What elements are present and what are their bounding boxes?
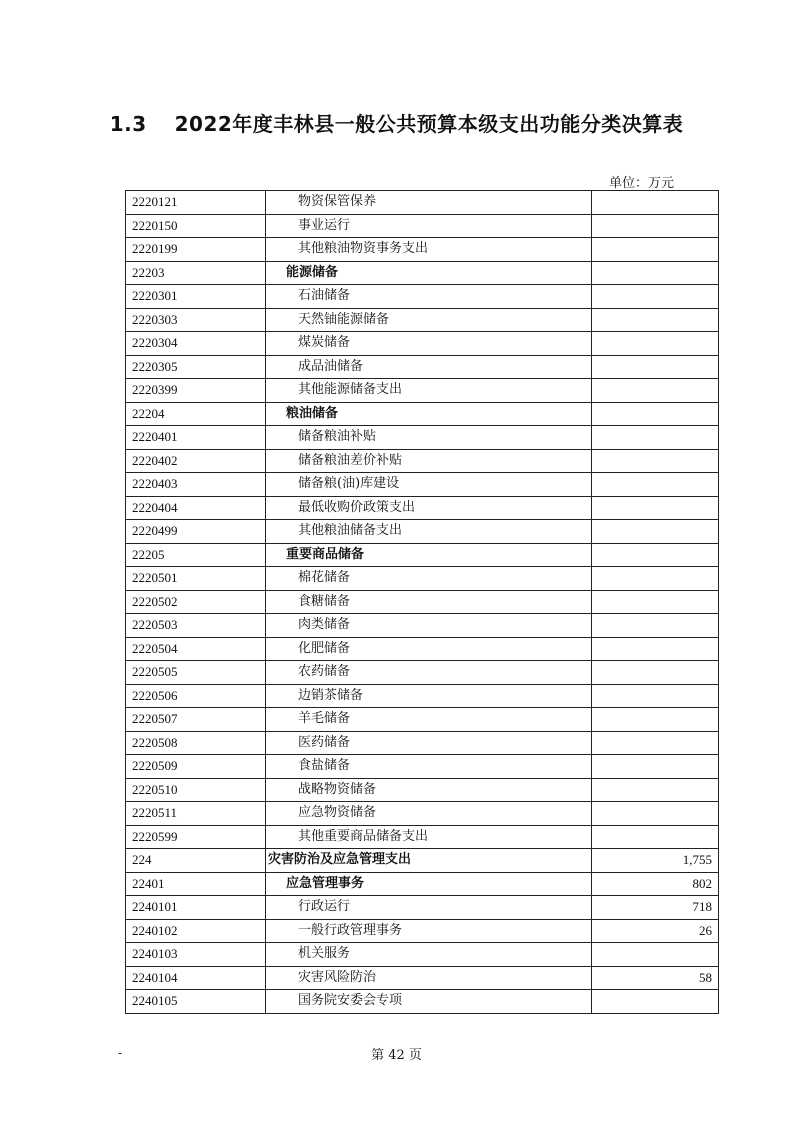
row-name: 储备粮油差价补贴	[266, 449, 592, 473]
row-name: 能源储备	[266, 261, 592, 285]
row-name: 肉类储备	[266, 614, 592, 638]
table-row	[126, 637, 719, 661]
row-amount	[592, 661, 719, 685]
table-row	[126, 191, 719, 215]
table-row	[126, 308, 719, 332]
row-code: 22203	[126, 261, 266, 285]
row-code: 2220509	[126, 755, 266, 779]
row-name: 粮油储备	[266, 402, 592, 426]
table-row	[126, 473, 719, 497]
page-title	[0, 108, 793, 137]
row-amount	[592, 496, 719, 520]
table-row	[126, 825, 719, 849]
row-amount	[592, 238, 719, 262]
row-code: 22401	[126, 872, 266, 896]
row-name: 医药储备	[266, 731, 592, 755]
row-amount: 802	[592, 872, 719, 896]
row-code: 2220303	[126, 308, 266, 332]
row-code: 2220403	[126, 473, 266, 497]
row-amount	[592, 825, 719, 849]
table-row	[126, 755, 719, 779]
table-row	[126, 778, 719, 802]
row-code: 2220505	[126, 661, 266, 685]
row-name: 一般行政管理事务	[266, 919, 592, 943]
row-amount	[592, 355, 719, 379]
row-name: 成品油储备	[266, 355, 592, 379]
row-code: 2220399	[126, 379, 266, 403]
row-code: 2220402	[126, 449, 266, 473]
table-row	[126, 520, 719, 544]
budget-table	[125, 190, 719, 1014]
row-name: 灾害风险防治	[266, 966, 592, 990]
row-code: 2220510	[126, 778, 266, 802]
row-amount	[592, 614, 719, 638]
table-row	[126, 966, 719, 990]
row-amount	[592, 426, 719, 450]
row-name: 其他能源储备支出	[266, 379, 592, 403]
row-name: 重要商品储备	[266, 543, 592, 567]
row-name: 边销茶储备	[266, 684, 592, 708]
row-code: 2220199	[126, 238, 266, 262]
table-row	[126, 802, 719, 826]
table-row	[126, 285, 719, 309]
row-code: 2220508	[126, 731, 266, 755]
row-amount	[592, 543, 719, 567]
row-amount	[592, 731, 719, 755]
row-code: 2220501	[126, 567, 266, 591]
row-name: 物资保管保养	[266, 191, 592, 215]
row-code: 22204	[126, 402, 266, 426]
row-name: 其他粮油物资事务支出	[266, 238, 592, 262]
title-number: 1.3	[109, 112, 147, 136]
row-amount	[592, 379, 719, 403]
table-body	[126, 191, 719, 1014]
table-row	[126, 355, 719, 379]
row-code: 2220150	[126, 214, 266, 238]
row-amount	[592, 684, 719, 708]
row-code: 224	[126, 849, 266, 873]
row-name: 食盐储备	[266, 755, 592, 779]
footer-dash: -	[118, 1046, 123, 1060]
row-code: 2220401	[126, 426, 266, 450]
row-amount	[592, 473, 719, 497]
row-name: 事业运行	[266, 214, 592, 238]
row-name: 农药储备	[266, 661, 592, 685]
row-name: 食糖储备	[266, 590, 592, 614]
row-code: 2220304	[126, 332, 266, 356]
table-row	[126, 379, 719, 403]
row-code: 2220507	[126, 708, 266, 732]
row-name: 储备粮(油)库建设	[266, 473, 592, 497]
row-name: 灾害防治及应急管理支出	[266, 849, 592, 873]
title-text: 2022年度丰林县一般公共预算本级支出功能分类决算表	[174, 112, 684, 136]
row-code: 2220503	[126, 614, 266, 638]
row-name: 棉花储备	[266, 567, 592, 591]
table-row	[126, 661, 719, 685]
table-row	[126, 872, 719, 896]
table-row	[126, 990, 719, 1014]
table-row	[126, 943, 719, 967]
row-name: 最低收购价政策支出	[266, 496, 592, 520]
row-amount	[592, 755, 719, 779]
row-name: 行政运行	[266, 896, 592, 920]
row-code: 2240105	[126, 990, 266, 1014]
row-name: 机关服务	[266, 943, 592, 967]
row-amount	[592, 402, 719, 426]
table-row	[126, 426, 719, 450]
row-code: 22205	[126, 543, 266, 567]
row-name: 羊毛储备	[266, 708, 592, 732]
row-amount	[592, 990, 719, 1014]
row-code: 2240103	[126, 943, 266, 967]
row-name: 应急物资储备	[266, 802, 592, 826]
row-code: 2220499	[126, 520, 266, 544]
table-row	[126, 708, 719, 732]
table-row	[126, 496, 719, 520]
table-row	[126, 896, 719, 920]
row-amount: 26	[592, 919, 719, 943]
row-amount	[592, 708, 719, 732]
row-name: 储备粮油补贴	[266, 426, 592, 450]
row-amount	[592, 778, 719, 802]
table-row	[126, 919, 719, 943]
table-row	[126, 614, 719, 638]
row-code: 2220599	[126, 825, 266, 849]
row-amount	[592, 802, 719, 826]
unit-label: 单位：万元	[608, 176, 674, 191]
row-code: 2220511	[126, 802, 266, 826]
row-amount: 718	[592, 896, 719, 920]
row-code: 2220506	[126, 684, 266, 708]
table-row	[126, 567, 719, 591]
row-amount	[592, 590, 719, 614]
row-code: 2220504	[126, 637, 266, 661]
table-row	[126, 543, 719, 567]
table-row	[126, 402, 719, 426]
row-amount	[592, 943, 719, 967]
row-name: 天然铀能源储备	[266, 308, 592, 332]
row-amount: 58	[592, 966, 719, 990]
page-number: 第 42 页	[371, 1048, 422, 1063]
row-code: 2220404	[126, 496, 266, 520]
table-row	[126, 849, 719, 873]
row-amount	[592, 261, 719, 285]
row-amount	[592, 214, 719, 238]
row-code: 2220305	[126, 355, 266, 379]
row-code: 2220121	[126, 191, 266, 215]
row-name: 应急管理事务	[266, 872, 592, 896]
row-name: 石油储备	[266, 285, 592, 309]
row-amount	[592, 332, 719, 356]
table-row	[126, 214, 719, 238]
row-amount	[592, 285, 719, 309]
row-code: 2240101	[126, 896, 266, 920]
row-amount	[592, 449, 719, 473]
row-amount	[592, 191, 719, 215]
table-row	[126, 731, 719, 755]
row-code: 2240104	[126, 966, 266, 990]
row-name: 其他粮油储备支出	[266, 520, 592, 544]
row-code: 2220502	[126, 590, 266, 614]
row-code: 2220301	[126, 285, 266, 309]
table-row	[126, 238, 719, 262]
table-row	[126, 684, 719, 708]
table-row	[126, 261, 719, 285]
row-name: 国务院安委会专项	[266, 990, 592, 1014]
table-row	[126, 332, 719, 356]
table-row	[126, 590, 719, 614]
row-amount	[592, 567, 719, 591]
row-name: 煤炭储备	[266, 332, 592, 356]
table-row	[126, 449, 719, 473]
row-amount	[592, 308, 719, 332]
row-amount: 1,755	[592, 849, 719, 873]
row-amount	[592, 637, 719, 661]
row-amount	[592, 520, 719, 544]
row-name: 其他重要商品储备支出	[266, 825, 592, 849]
row-code: 2240102	[126, 919, 266, 943]
row-name: 战略物资储备	[266, 778, 592, 802]
row-name: 化肥储备	[266, 637, 592, 661]
